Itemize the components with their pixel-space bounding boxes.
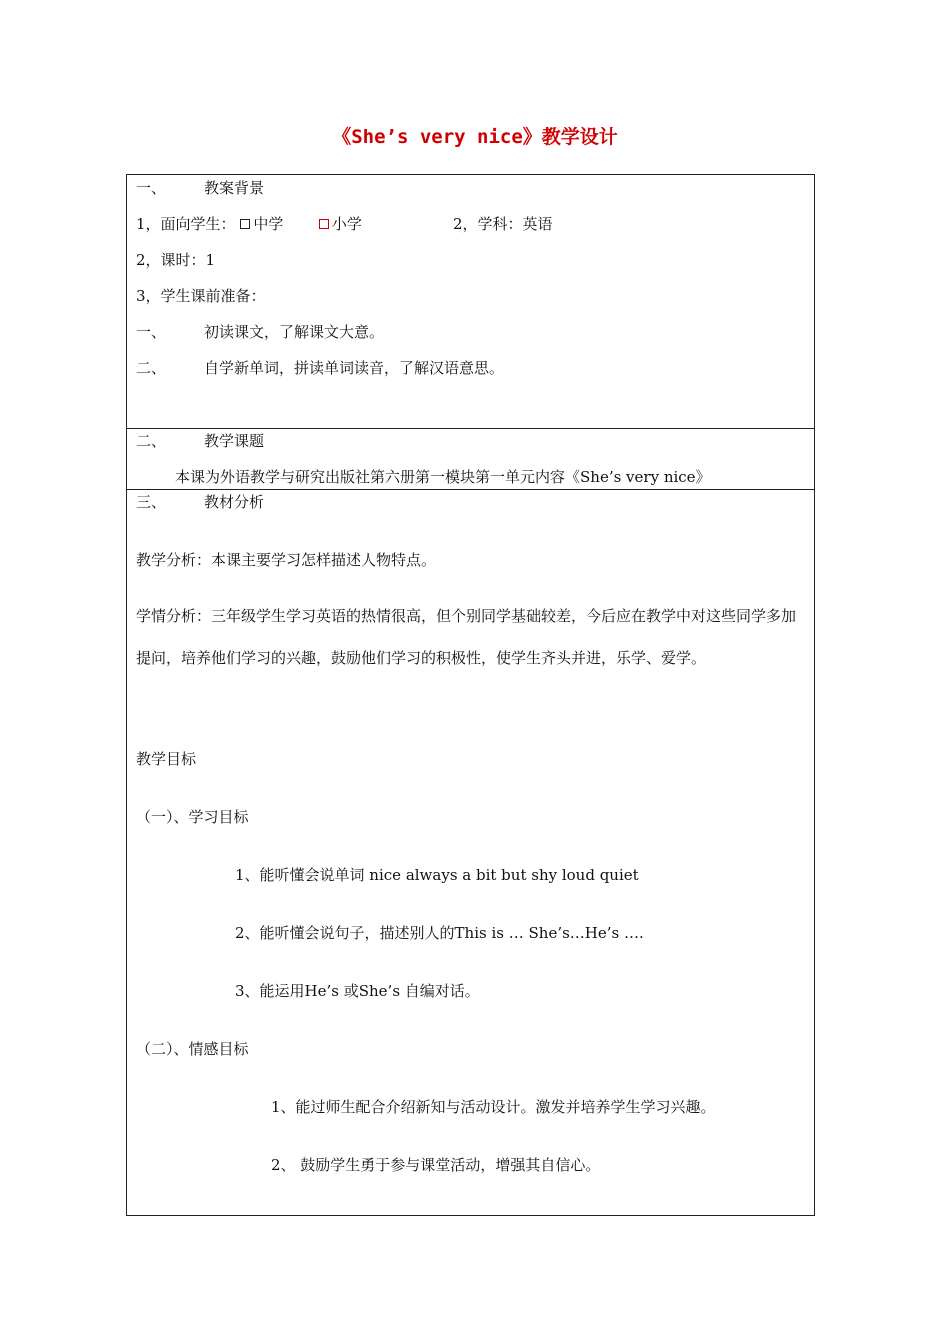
emotional-goal-item: 1、能过师生配合介绍新知与活动设计。激发并培养学生学习兴趣。 xyxy=(271,1098,716,1116)
checkbox-primary-school[interactable] xyxy=(319,219,329,229)
emotional-goals-heading: （二）、情感目标 xyxy=(136,1040,249,1058)
subject: 2，学科：英语 xyxy=(453,215,553,233)
learning-goal-item: 2、能听懂会说句子，描述别人的This is … She’s…He’s …. xyxy=(235,924,644,942)
prep-item-number: 二、 xyxy=(136,359,167,377)
emotional-goal-item: 2、 鼓励学生勇于参与课堂活动，增强其自信心。 xyxy=(271,1156,601,1174)
section-title: 教材分析 xyxy=(204,493,265,511)
learning-goals-heading: （一）、学习目标 xyxy=(136,808,249,826)
prep-item xyxy=(136,358,504,378)
section-number: 二、 xyxy=(136,432,167,450)
section-title: 教学课题 xyxy=(204,432,265,450)
section-title: 教案背景 xyxy=(204,179,265,197)
section-material-analysis xyxy=(127,490,814,1215)
class-hours: 2，课时：1 xyxy=(136,251,216,269)
audience-label: 1，面向学生： xyxy=(136,215,236,233)
prep-item xyxy=(136,322,384,342)
learning-goal-item: 3、能运用He’s 或She’s 自编对话。 xyxy=(235,982,480,1000)
prep-item-text: 自学新单词，拼读单词读音，了解汉语意思。 xyxy=(204,359,505,377)
student-analysis: 学情分析：三年级学生学习英语的热情很高，但个别同学基础较差，今后应在教学中对这些同学多加提问，培养他们学习的兴趣，鼓励他们学习的积极性，使学生齐头并进，乐学、爱学。 xyxy=(136,607,797,667)
audience-row xyxy=(136,214,362,234)
section-background xyxy=(127,175,814,429)
middle-school-label: 中学 xyxy=(253,215,284,233)
document-title: 《She’s very nice》教学设计 xyxy=(332,126,618,148)
primary-school-label: 小学 xyxy=(331,215,362,233)
learning-goal-item: 1、能听懂会说单词 nice always a bit but shy loud quiet xyxy=(235,866,639,884)
section-heading xyxy=(136,178,264,198)
section-heading xyxy=(136,492,264,512)
prep-item-number: 一、 xyxy=(136,323,167,341)
goals-heading: 教学目标 xyxy=(136,750,197,768)
lesson-plan-table xyxy=(126,174,815,1216)
section-number: 一、 xyxy=(136,179,167,197)
section-heading xyxy=(136,431,264,451)
topic-content: 本课为外语教学与研究出版社第六册第一模块第一单元内容《She’s very nice》 xyxy=(175,468,711,486)
teaching-analysis: 教学分析：本课主要学习怎样描述人物特点。 xyxy=(136,551,437,569)
section-number: 三、 xyxy=(136,493,167,511)
prep-item-text: 初读课文，了解课文大意。 xyxy=(204,323,385,341)
checkbox-middle-school[interactable] xyxy=(240,219,250,229)
student-prep: 3，学生课前准备： xyxy=(136,287,266,305)
section-topic xyxy=(127,429,814,490)
